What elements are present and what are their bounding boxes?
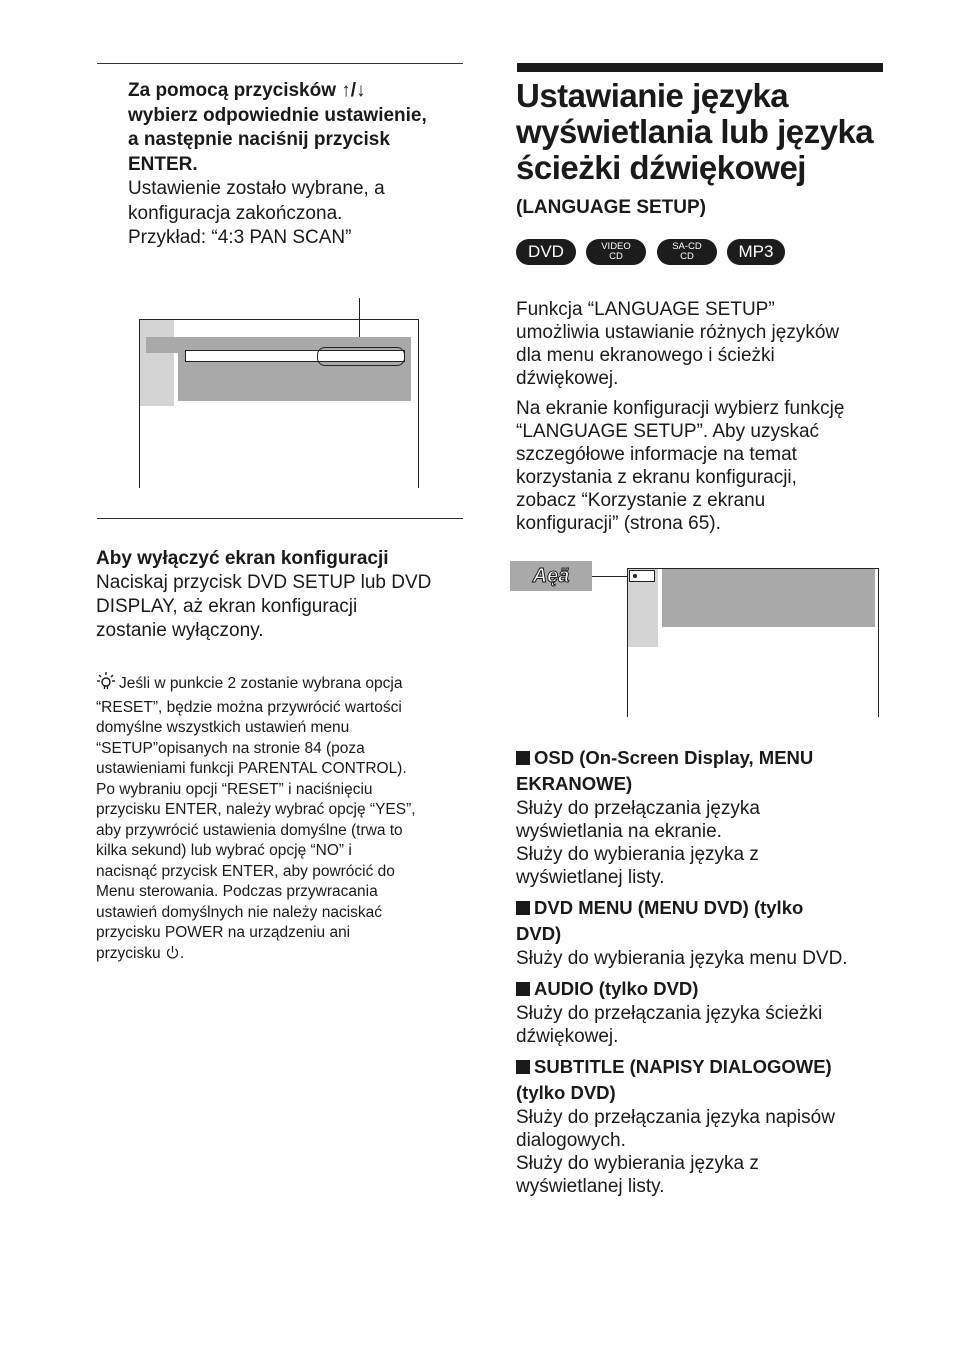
intro-line: zobacz “Korzystanie z ekranu <box>516 490 766 511</box>
step-bold-line: wybierz odpowiednie ustawienie, <box>128 104 427 126</box>
exit-heading: Aby wyłączyć ekran konfiguracji <box>96 548 389 569</box>
audio-heading <box>516 976 906 1002</box>
audio-text-line: Służy do przełączania języka ścieżki <box>516 1003 823 1024</box>
intro-line: konfiguracji” (strona 65). <box>516 513 721 534</box>
page-title <box>516 78 896 186</box>
note-line: Po wybraniu opcji “RESET” i naciśnięciu <box>96 780 373 798</box>
screen-highlight-oval <box>317 347 405 366</box>
note-line: kilka sekund) lub wybrać opcję “NO” i <box>96 842 352 859</box>
intro-line: szczegółowe informacje na temat <box>516 444 797 465</box>
note-line: domyślne wszystkich ustawień menu <box>96 719 350 736</box>
note-line: przycisku ENTER, należy wybrać opcję “YES”, <box>96 801 416 818</box>
page-subtitle: (LANGUAGE SETUP) <box>516 197 706 218</box>
lightbulb-icon <box>96 671 116 698</box>
dvd-menu-heading <box>516 895 906 921</box>
subtitle-text-line: wyświetlanej listy. <box>516 1176 665 1197</box>
mp3-badge-label: MP3 <box>738 242 774 261</box>
audio-heading-line: AUDIO (tylko DVD) <box>534 978 699 999</box>
audio-text-line: dźwiękowej. <box>516 1026 619 1047</box>
note-line: przycisku <box>96 944 161 962</box>
osd-text-line: Służy do wybierania języka z <box>516 844 759 865</box>
step-instructions <box>128 79 468 251</box>
step-text-line: konfiguracja zakończona. <box>128 202 343 224</box>
intro-line: korzystania z ekranu konfiguracji, <box>516 467 797 488</box>
osd-text-line: wyświetlania na ekranie. <box>516 821 722 842</box>
intro-line: dla menu ekranowego i ścieżki <box>516 345 775 366</box>
exit-text-line: DISPLAY, aż ekran konfiguracji <box>96 596 358 617</box>
intro-line: Na ekranie konfiguracji wybierz funkcję <box>516 398 845 419</box>
video-cd-badge <box>586 239 646 265</box>
subtitle-heading-line: SUBTITLE (NAPISY DIALOGOWE) <box>534 1056 832 1077</box>
step-bold-line: Za pomocą przycisków ↑/↓ <box>128 80 366 101</box>
dvd-badge <box>516 239 576 265</box>
exit-section <box>96 547 466 643</box>
intro-line: umożliwia ustawianie różnych języków <box>516 322 840 343</box>
square-bullet-icon <box>516 982 530 996</box>
intro-line: Funkcja “LANGUAGE SETUP” <box>516 299 775 320</box>
mid-rule-left <box>97 518 463 519</box>
language-icon: Aęä <box>532 564 570 587</box>
sa-cd-label-top: SA-CD <box>672 241 702 252</box>
screen-icon-column <box>140 320 174 406</box>
osd-heading-line: EKRANOWE) <box>516 773 633 794</box>
video-cd-label-top: VIDEO <box>601 241 631 252</box>
screen-menu-panel <box>662 569 875 627</box>
note-line: przycisku POWER na urządzeniu ani <box>96 924 351 941</box>
square-bullet-icon <box>516 1060 530 1074</box>
step-text-line: Przykład: “4:3 PAN SCAN” <box>128 227 352 248</box>
note-line: Jeśli w punkcie 2 zostanie wybrana opcja <box>119 675 403 692</box>
dvd-menu-heading-line: DVD) <box>516 923 562 944</box>
note-line: aby przywrócić ustawienia domyślne (trwa to <box>96 821 403 839</box>
tip-note <box>96 671 461 966</box>
osd-text-line: Służy do przełączania języka <box>516 798 760 819</box>
dvd-badge-label: DVD <box>528 242 564 261</box>
video-cd-label-bottom: CD <box>609 251 623 262</box>
square-bullet-icon <box>516 751 530 765</box>
subtitle-text-line: Służy do wybierania języka z <box>516 1153 759 1174</box>
note-line-last: przycisku . <box>96 944 461 967</box>
settings-list <box>516 745 906 1198</box>
mp3-badge <box>727 239 785 265</box>
dvd-menu-heading-line: DVD MENU (MENU DVD) (tylko <box>534 897 804 918</box>
note-line: “SETUP”opisanych na stronie 84 (poza <box>96 739 365 757</box>
subtitle-heading-line: (tylko DVD) <box>516 1082 616 1103</box>
intro-paragraph-2 <box>516 397 896 535</box>
note-line: ustawień domyślnych nie należy naciskać <box>96 903 383 921</box>
power-icon <box>165 945 180 967</box>
intro-line: dźwiękowej. <box>516 368 619 389</box>
osd-heading <box>516 745 906 771</box>
osd-heading-line: OSD (On-Screen Display, MENU <box>534 747 814 768</box>
note-line: ustawieniami funkcji PARENTAL CONTROL). <box>96 760 407 777</box>
note-line: “RESET”, będzie można przywrócić wartości <box>96 698 402 716</box>
dvd-menu-text: Służy do wybierania języka menu DVD. <box>516 948 848 969</box>
subtitle-text-line: dialogowych. <box>516 1130 626 1151</box>
exit-text-line: zostanie wyłączony. <box>96 620 264 641</box>
note-line: Menu sterowania. Podczas przywracania <box>96 883 378 900</box>
title-line: ścieżki dźwiękowej <box>516 149 806 186</box>
language-icon-box <box>510 561 592 591</box>
sa-cd-label-bottom: CD <box>680 251 694 262</box>
intro-paragraph-1 <box>516 298 896 390</box>
sa-cd-badge <box>657 239 717 265</box>
title-line: wyświetlania lub języka <box>516 113 874 150</box>
exit-text-line: Naciskaj przycisk DVD SETUP lub DVD <box>96 572 432 593</box>
note-line: nacisnąć przycisk ENTER, aby powrócić do <box>96 862 395 880</box>
top-rule-left <box>97 63 463 64</box>
osd-text-line: wyświetlanej listy. <box>516 867 665 888</box>
title-line: Ustawianie języka <box>516 77 789 114</box>
intro-line: “LANGUAGE SETUP”. Aby uzyskać <box>516 421 820 442</box>
step-bold-line: a następnie naciśnij przycisk <box>128 129 390 150</box>
subtitle-text-line: Służy do przełączania języka napisów <box>516 1107 835 1128</box>
subtitle-heading <box>516 1054 906 1080</box>
callout-line <box>592 576 630 577</box>
step-text-line: Ustawienie zostało wybrane, a <box>128 178 385 199</box>
title-rule <box>517 63 883 72</box>
step-bold-line: ENTER. <box>128 153 198 175</box>
square-bullet-icon <box>516 901 530 915</box>
screen-selected-icon <box>629 570 655 582</box>
